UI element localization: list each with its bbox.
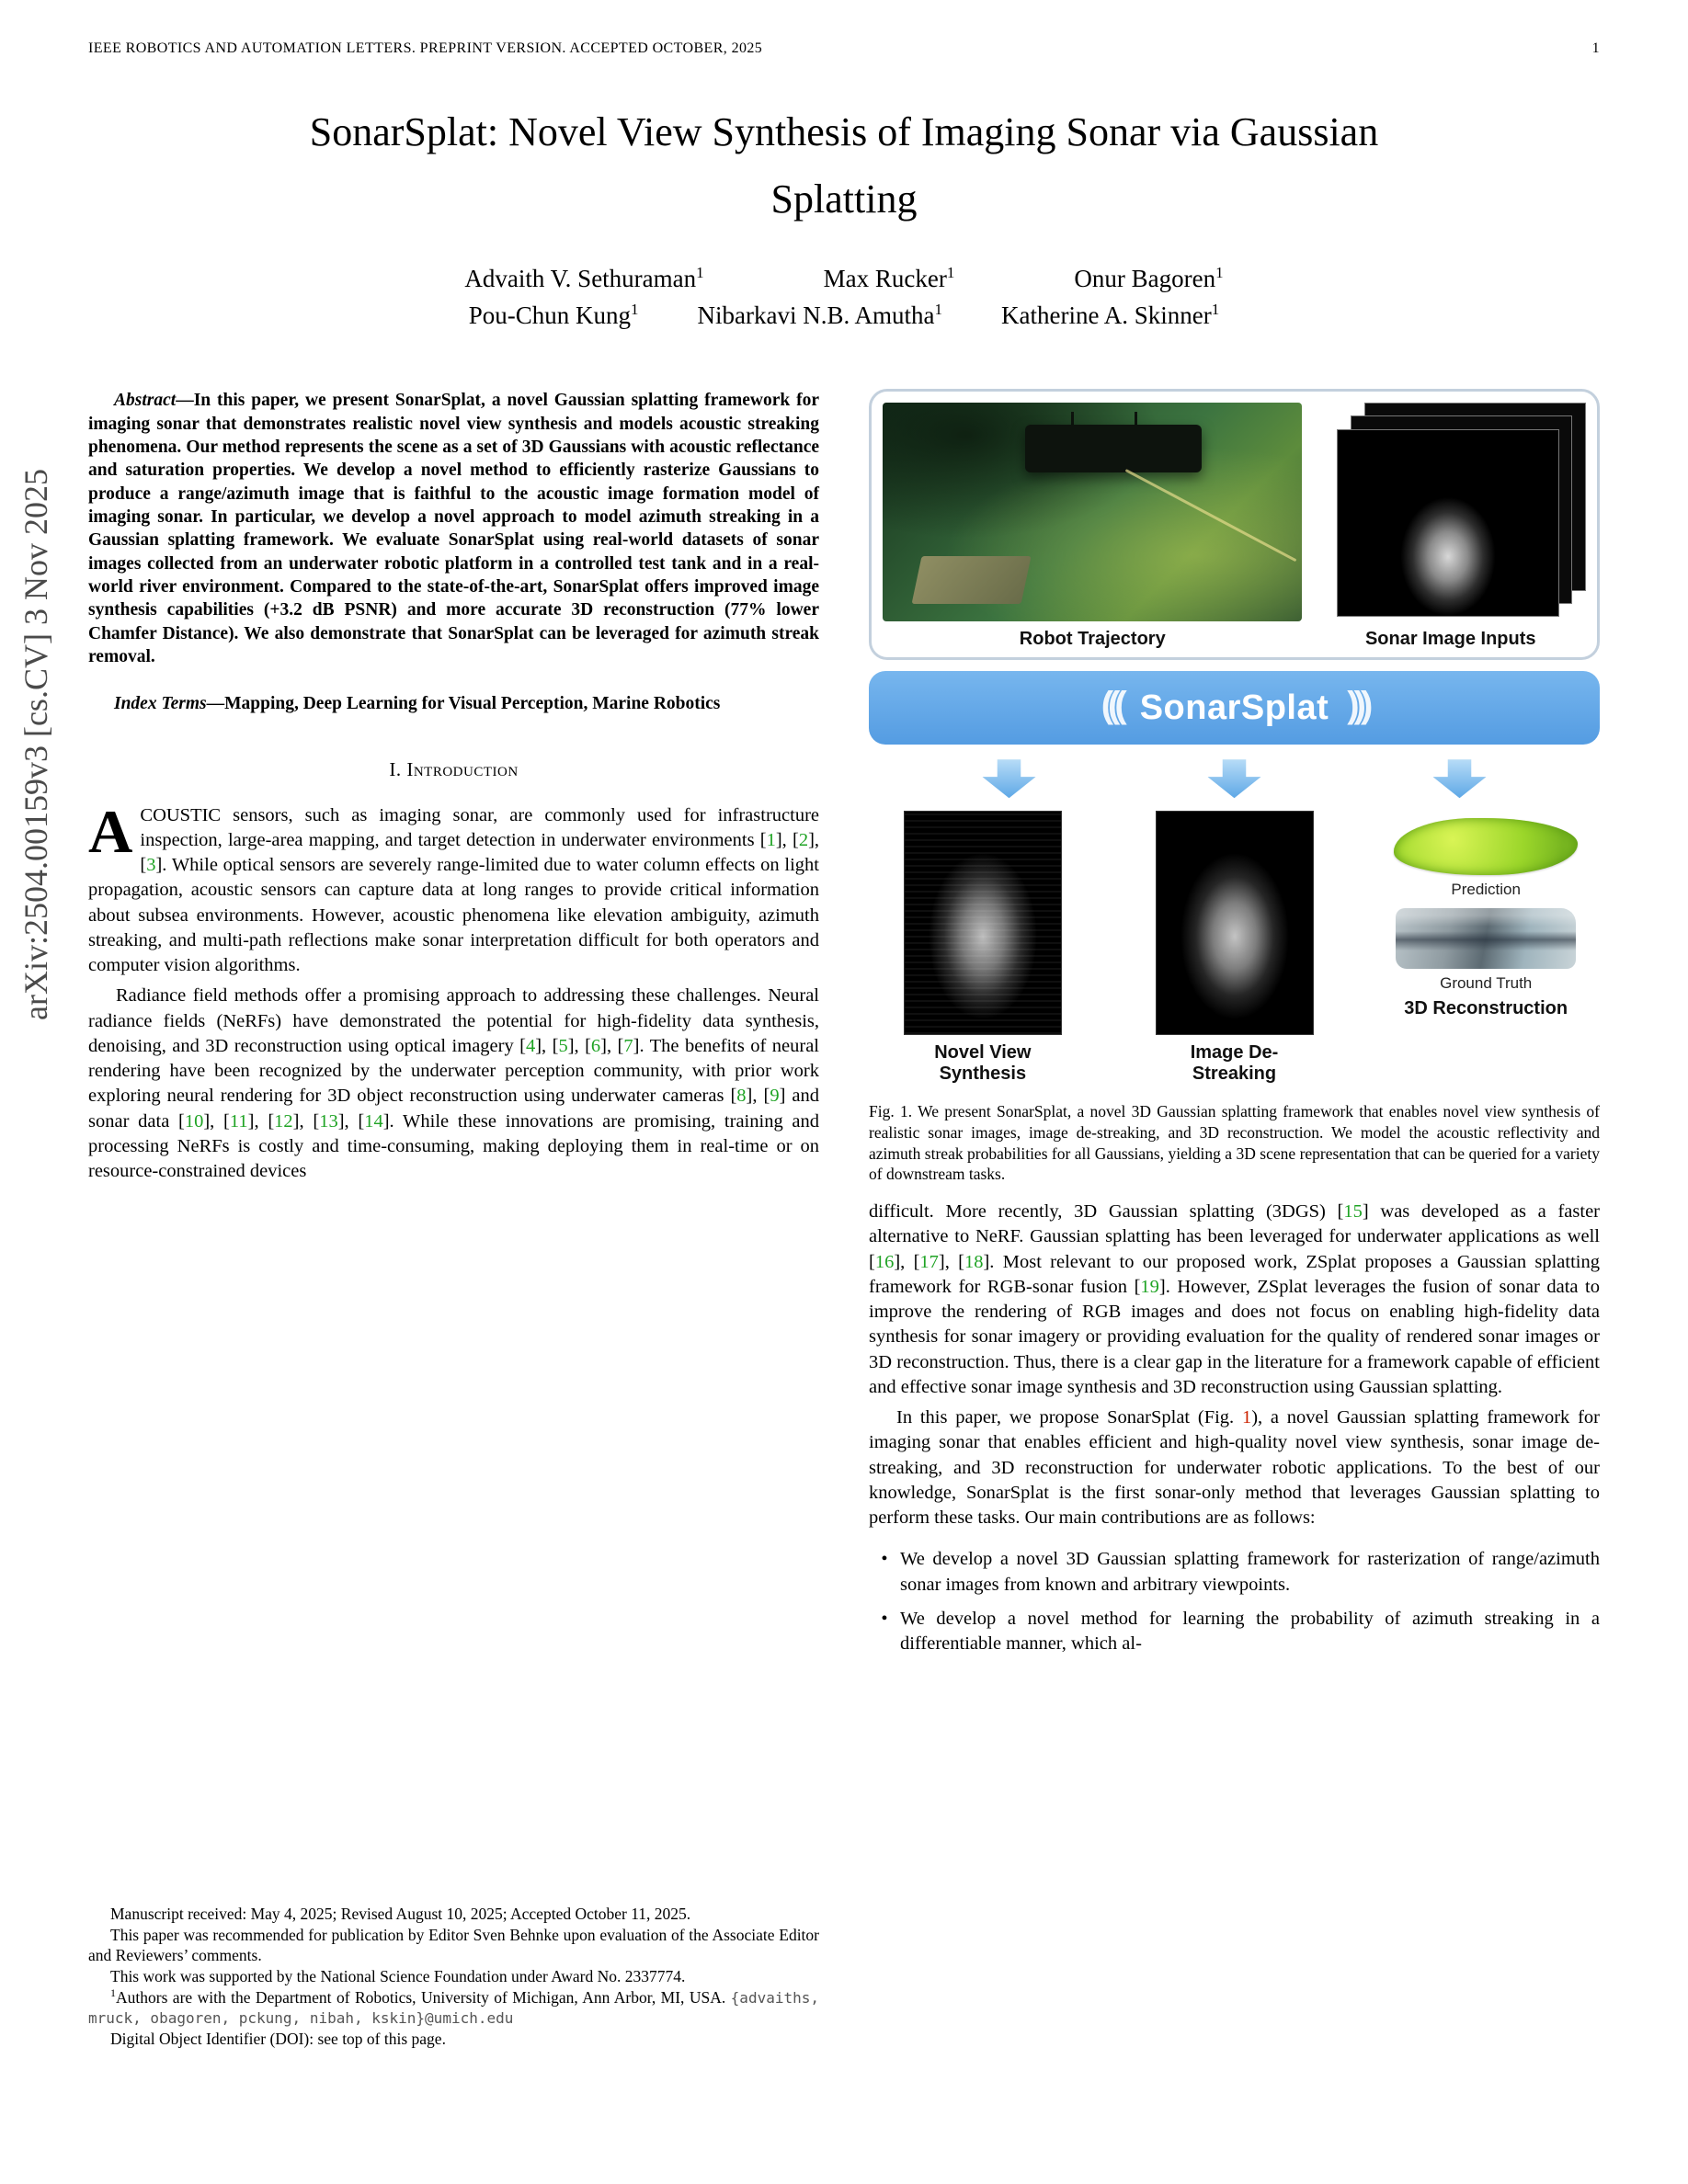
citation-link[interactable]: 9 [770, 1086, 780, 1107]
citation-link[interactable]: 19 [1140, 1276, 1159, 1297]
author-block [0, 264, 1688, 330]
list-item: • We develop a novel method for learning the probability of azimuth streaking in a differentiable manner, which al- [869, 1607, 1600, 1657]
citation-link[interactable]: 3 [146, 855, 156, 876]
citation-link[interactable]: 13 [319, 1110, 338, 1132]
novel-view-output [869, 811, 1097, 1085]
robot-tether [1124, 469, 1296, 562]
right-column [869, 389, 1600, 2049]
de-streaked-sonar-image [1156, 811, 1314, 1035]
prediction-pointcloud-image [1394, 818, 1578, 875]
ground-truth-label: Ground Truth [1440, 974, 1533, 993]
de-streaking-output [1121, 811, 1349, 1085]
intro-paragraph-2: Radiance field methods offer a promising approach to addressing these challenges. Neural radiance fields (NeRFs) have demonstrated the potential for high-fidelity data synthesis, denoising, and 3D reconstruction using optical imagery [4], [5], [6], [7]. The benefits of neural rendering have been recognized by the underwater perception community, with prior work exploring neural rendering for 3D object reconstruction using underwater cameras [8], [9] and sonar data [10], [11], [12], [13], [14]. While these innovations are promising, training and processing NeRFs is costly and time-consuming, making deploying them in real-time or on resource-constrained devices [88, 985, 820, 1182]
contributions-list [869, 1538, 1600, 1656]
down-arrow-icon [1433, 759, 1487, 798]
body-paragraph-4: In this paper, we propose SonarSplat (Fig. 1), a novel Gaussian splatting framework for imaging sonar that enables efficient and high-quality novel view synthesis, sonar image de-streaking, and 3D reconstruction for underwater robotic applications. To the best of our knowledge, SonarSplat is the first sonar-only method that leverages Gaussian splatting to perform these tasks. Our main contributions are as follows: [869, 1407, 1600, 1529]
footnote-funding: This work was supported by the National Science Foundation under Award No. 2337774. [110, 1966, 686, 1985]
sonar-inputs-label: Sonar Image Inputs [1364, 629, 1536, 650]
reconstruction-output [1372, 811, 1600, 1019]
page-number: 1 [1591, 40, 1600, 56]
footnote-editor: This paper was recommended for publication by Editor Sven Behnke upon evaluation of the Associate Editor and Reviewers’ comments. [88, 1925, 819, 1965]
paper-title-line2: Splatting [770, 176, 918, 222]
citation-link[interactable]: 14 [364, 1110, 383, 1132]
output-arrows [869, 759, 1600, 798]
email-list: {advaiths, mruck, obagoren, pckung, nibah, kskin}@umich.edu [88, 1988, 819, 2028]
ground-truth-mesh-image [1396, 908, 1576, 969]
abstract: Abstract—In this paper, we present SonarSplat, a novel Gaussian splatting framework for imaging sonar that demonstrates realistic novel view synthesis and models acoustic streaking phenomena. Our method represents the scene as a set of 3D Gaussians with acoustic reflectance and saturation properties. We develop a novel method to efficiently rasterize Gaussians to produce a range/azimuth image that is faithful to the acoustic image formation model of imaging sonar. In particular, we develop a novel approach to model azimuth streaking in a Gaussian splatting framework. We evaluate SonarSplat using real-world datasets of sonar images collected from an underwater robotic platform in a controlled test tank and in a real-world river environment. Compared to the state-of-the-art, SonarSplat offers improved image synthesis capabilities (+3.2 dB PSNR) and more accurate 3D reconstruction (77% lower Chamfer Distance). We also demonstrate that SonarSplat can be leveraged for azimuth streak removal. [88, 391, 819, 666]
novel-view-label: Novel View Synthesis [934, 1042, 1032, 1085]
figure-ref-link[interactable]: 1 [1241, 1407, 1252, 1428]
author-name: Onur Bagoren$^1$ [1074, 264, 1224, 293]
sonar-wave-right-icon: ))) [1347, 684, 1368, 725]
sonarsplat-banner-label: SonarSplat [1139, 688, 1329, 727]
figure-outputs [869, 811, 1600, 1085]
author-name: Nibarkavi N.B. Amutha$^1$ [697, 301, 943, 330]
paper-title [0, 99, 1688, 233]
footnote-manuscript: Manuscript received: May 4, 2025; Revised August 10, 2025; Accepted October 11, 2025. [110, 1905, 691, 1924]
novel-view-sonar-image [904, 811, 1062, 1035]
figure-caption: Fig. 1. We present SonarSplat, a novel 3D Gaussian splatting framework that enables novel view synthesis of realistic sonar images, image de-streaking, and 3D reconstruction. We model the acoustic reflectivity and azimuth streak probabilities for all Gaussians, yielding a 3D scene representation that can be queried for a variety of downstream tasks. [869, 1102, 1600, 1184]
prediction-label: Prediction [1451, 881, 1521, 899]
underwater-robot [1025, 425, 1202, 472]
author-name: Max Rucker$^1$ [823, 264, 955, 293]
sonar-wave-left-icon: ((( [1101, 684, 1122, 725]
dropcap-A: A [88, 797, 133, 866]
author-name: Advaith V. Sethuraman$^1$ [464, 264, 704, 293]
footnote-block [88, 1904, 819, 2049]
citation-link[interactable]: 16 [874, 1251, 895, 1272]
citation-link[interactable]: 5 [558, 1035, 568, 1056]
citation-link[interactable]: 10 [184, 1110, 204, 1132]
citation-link[interactable]: 18 [964, 1251, 984, 1272]
sonar-image-inputs-stack [1315, 403, 1586, 621]
citation-link[interactable]: 15 [1343, 1201, 1363, 1223]
citation-link[interactable]: 4 [525, 1035, 536, 1056]
figure-input-box [869, 389, 1600, 660]
author-name: Katherine A. Skinner$^1$ [1001, 301, 1220, 330]
citation-link[interactable]: 2 [798, 829, 809, 850]
sonar-frame [1337, 429, 1559, 618]
footnote-affiliation: $^1$Authors are with the Department of Robotics, University of Michigan, Ann Arbor, MI, USA. {advaiths, mruck, obagoren, pckung, nibah, kskin}@umich.edu [88, 1986, 819, 2028]
body-paragraph-3: difficult. More recently, 3D Gaussian splatting (3DGS) [15] was developed as a faster alternative to NeRF. Gaussian splatting has been leveraged for underwater applications as well [16], [17], [18]. Most relevant to our proposed work, ZSplat proposes a Gaussian splatting framework for RGB-sonar fusion [19]. However, ZSplat leverages the fusion of sonar data to improve the rendering of RGB images and does not focus on enabling high-fidelity data synthesis for sonar imagery or providing evaluation for the quality of rendered sonar images or 3D reconstruction. Thus, there is a clear gap in the literature for a framework capable of efficient and effective sonar image synthesis and 3D reconstruction using Gaussian splatting. [869, 1201, 1601, 1397]
citation-link[interactable]: 11 [229, 1110, 248, 1132]
arxiv-sidebar-label: arXiv:2504.00159v3 [cs.CV] 3 Nov 2025 [17, 469, 54, 1020]
robot-trajectory-label: Robot Trajectory [1019, 629, 1166, 650]
citation-link[interactable]: 6 [590, 1035, 601, 1056]
footnote-doi: Digital Object Identifier (DOI): see top of this page. [110, 2029, 446, 2048]
citation-link[interactable]: 8 [736, 1086, 747, 1107]
bullet-icon: • [881, 1549, 888, 1570]
bullet-icon: • [881, 1608, 888, 1629]
figure-1 [869, 389, 1600, 1185]
citation-link[interactable]: 7 [623, 1035, 633, 1056]
running-header [88, 40, 1600, 57]
citation-link[interactable]: 1 [766, 829, 776, 850]
section-heading-introduction: I. Introduction [389, 757, 519, 780]
intro-paragraph-1: ACOUSTIC sensors, such as imaging sonar, are commonly used for infrastructure inspection, large-area mapping, and target detection in underwater environments [1], [2], [3]. While optical sensors are severely range-limited due to water column effects on light propagation, acoustic sensors can capture data at long ranges to provide critical information about subsea environments. However, acoustic phenomena like elevation ambiguity, azimuth streaking, and multi-path reflections make sonar interpretation difficult for both operators and computer vision algorithms. [88, 797, 820, 976]
down-arrow-icon [983, 759, 1036, 798]
citation-link[interactable]: 17 [919, 1251, 939, 1272]
journal-header: IEEE ROBOTICS AND AUTOMATION LETTERS. PREPRINT VERSION. ACCEPTED OCTOBER, 2025 [88, 40, 763, 56]
index-terms: Index Terms—Mapping, Deep Learning for Visual Perception, Marine Robotics [114, 694, 721, 714]
author-name: Pou-Chun Kung$^1$ [468, 301, 639, 330]
paper-title-line1: SonarSplat: Novel View Synthesis of Imaging Sonar via Gaussian [309, 109, 1379, 154]
citation-link[interactable]: 12 [274, 1110, 293, 1132]
de-streaking-label: Image De-Streaking [1190, 1042, 1279, 1085]
robot-trajectory-image [883, 403, 1302, 621]
list-item: • We develop a novel 3D Gaussian splatting framework for rasterization of range/azimuth sonar images from known and arbitrary viewpoints. [869, 1547, 1600, 1598]
concrete-slab [911, 556, 1031, 604]
sonarsplat-banner [869, 671, 1600, 745]
reconstruction-label: 3D Reconstruction [1404, 998, 1568, 1019]
left-column [88, 389, 819, 2049]
down-arrow-icon [1208, 759, 1261, 798]
